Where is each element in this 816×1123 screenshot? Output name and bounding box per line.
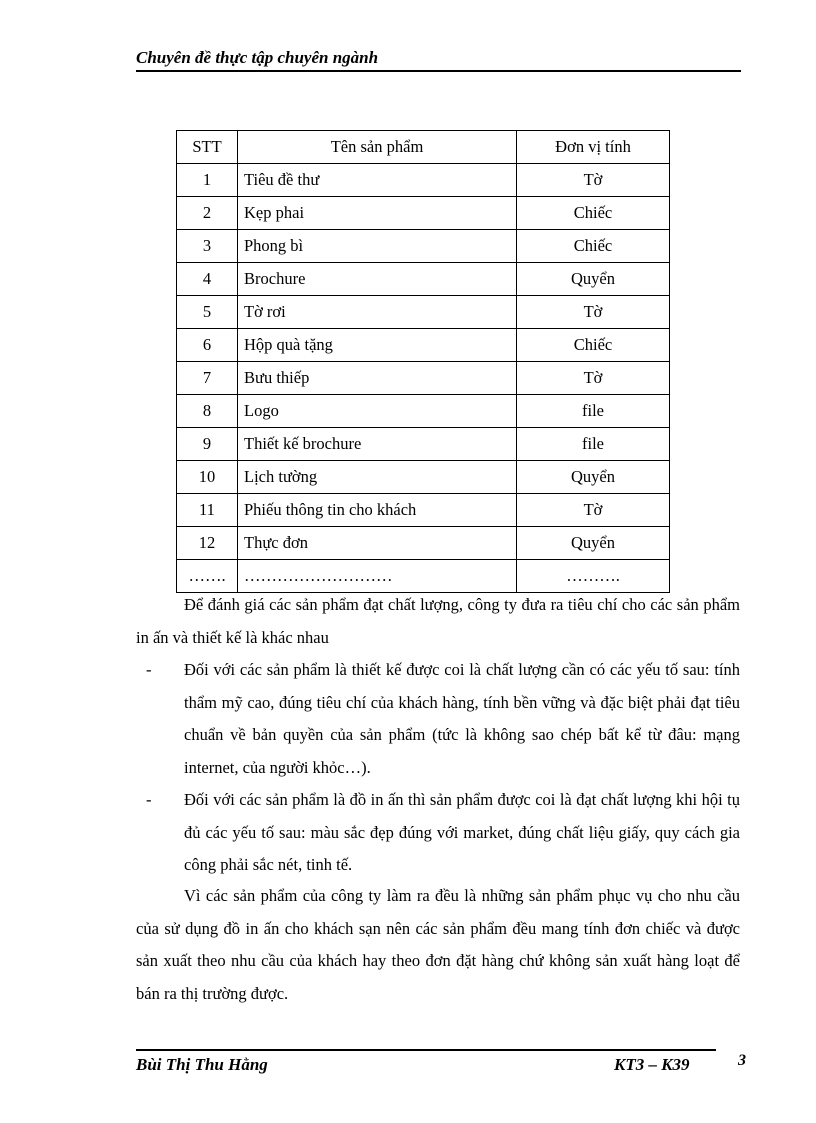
cell-stt: 3 (177, 230, 238, 263)
table-body (177, 164, 670, 593)
bullet-text: Đối với các sản phẩm là đồ in ấn thì sản phẩm được coi là đạt chất lượng khi hội tụ đủ các yếu tố sau: màu sắc đẹp đúng với market, đúng chất liệu giấy, quy cách gia công phải sắc nét, tinh tế. (184, 790, 740, 875)
cell-stt: 1 (177, 164, 238, 197)
footer-author: Bùi Thị Thu Hằng (136, 1055, 268, 1074)
cell-unit: Tờ (517, 296, 670, 329)
cell-product-name: Tiêu đề thư (238, 164, 517, 197)
cell-stt: 8 (177, 395, 238, 428)
cell-stt: 11 (177, 494, 238, 527)
table-row (177, 428, 670, 461)
cell-stt: 5 (177, 296, 238, 329)
bullet-marker: - (146, 790, 152, 809)
column-header-product-name: Tên sản phẩm (238, 131, 517, 164)
cell-product-name: Phiếu thông tin cho khách (238, 494, 517, 527)
cell-unit: file (517, 395, 670, 428)
product-table (176, 130, 670, 593)
column-header-stt: STT (177, 131, 238, 164)
page-number: 3 (738, 1052, 746, 1069)
cell-product-name: Phong bì (238, 230, 517, 263)
cell-stt: 12 (177, 527, 238, 560)
cell-product-name: Kẹp phai (238, 197, 517, 230)
cell-unit: Chiếc (517, 230, 670, 263)
cell-stt: 6 (177, 329, 238, 362)
paragraph-conclusion: Vì các sản phẩm của công ty làm ra đều là những sản phẩm phục vụ cho nhu cầu của sử dụng đồ in ấn cho khách sạn nên các sản phẩm đều mang tính đơn chiếc và được sản xuất theo nhu cầu của khách hay theo đơn đặt hàng chứ không sản xuất hàng loạt để bán ra thị trường được. (136, 886, 740, 1003)
cell-stt: 10 (177, 461, 238, 494)
cell-unit: Quyển (517, 527, 670, 560)
footer-rule (136, 1049, 716, 1051)
cell-product-name: ……………………… (238, 560, 517, 593)
cell-unit: Tờ (517, 164, 670, 197)
table-row (177, 527, 670, 560)
cell-product-name: Tờ rơi (238, 296, 517, 329)
cell-unit: Tờ (517, 362, 670, 395)
cell-product-name: Brochure (238, 263, 517, 296)
table-row (177, 296, 670, 329)
header-rule (136, 70, 741, 72)
cell-unit: Quyển (517, 263, 670, 296)
bullet-text: Đối với các sản phẩm là thiết kế được coi là chất lượng cần có các yếu tố sau: tính thẩm mỹ cao, đúng tiêu chí của khách hàng, tính bền vững và đặc biệt phải đạt tiêu chuẩn về bản quyền của sản phẩm (tức là không sao chép bất kể từ đâu: mạng internet, của người khỏc…). (184, 660, 740, 777)
cell-unit: ………. (517, 560, 670, 593)
cell-stt: 9 (177, 428, 238, 461)
table-row (177, 461, 670, 494)
bullet-marker: - (146, 660, 152, 679)
table-row (177, 230, 670, 263)
footer-class: KT3 – K39 (614, 1055, 690, 1074)
cell-stt: ……. (177, 560, 238, 593)
cell-product-name: Lịch tường (238, 461, 517, 494)
paragraph-intro: Để đánh giá các sản phẩm đạt chất lượng, công ty đưa ra tiêu chí cho các sản phẩm in ấn và thiết kế là khác nhau (136, 595, 740, 647)
table-row (177, 395, 670, 428)
table-row (177, 494, 670, 527)
cell-unit: file (517, 428, 670, 461)
cell-unit: Tờ (517, 494, 670, 527)
cell-stt: 4 (177, 263, 238, 296)
table-row (177, 197, 670, 230)
table-header-row (177, 131, 670, 164)
cell-stt: 7 (177, 362, 238, 395)
table-row (177, 560, 670, 593)
cell-unit: Quyển (517, 461, 670, 494)
table-row (177, 164, 670, 197)
table-row (177, 329, 670, 362)
cell-product-name: Hộp quà tặng (238, 329, 517, 362)
cell-unit: Chiếc (517, 329, 670, 362)
cell-product-name: Thực đơn (238, 527, 517, 560)
header-title: Chuyên đề thực tập chuyên ngành (136, 48, 379, 67)
cell-product-name: Thiết kế brochure (238, 428, 517, 461)
column-header-unit: Đơn vị tính (517, 131, 670, 164)
cell-stt: 2 (177, 197, 238, 230)
cell-product-name: Logo (238, 395, 517, 428)
table-row (177, 263, 670, 296)
table-row (177, 362, 670, 395)
cell-product-name: Bưu thiếp (238, 362, 517, 395)
cell-unit: Chiếc (517, 197, 670, 230)
